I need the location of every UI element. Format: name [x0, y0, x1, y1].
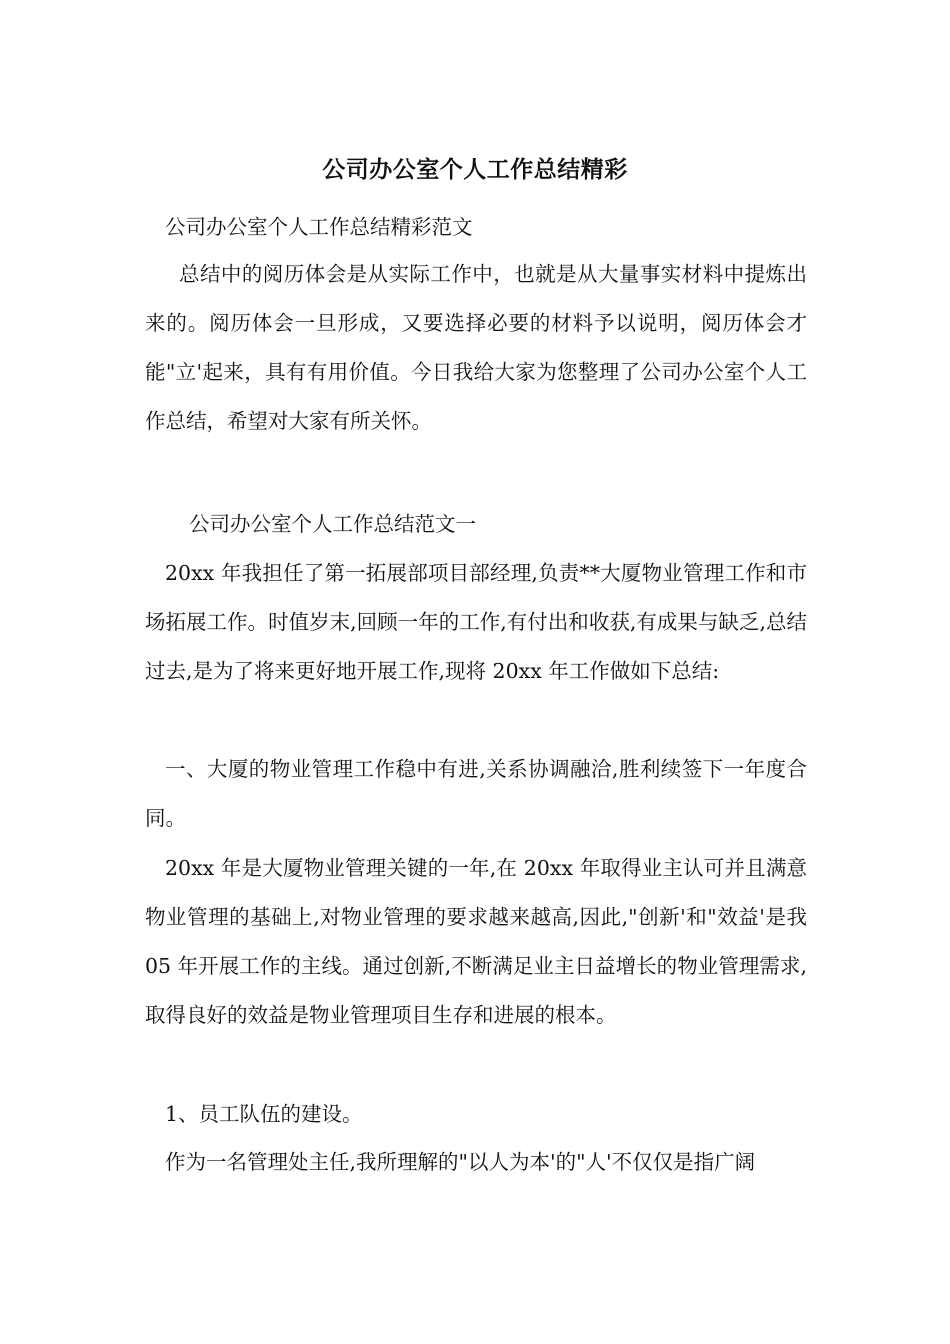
list-item-heading: 1、员工队伍的建设。	[165, 1102, 363, 1126]
intro-paragraph: 总结中的阅历体会是从实际工作中，也就是从大量事实材料中提炼出来的。阅历体会一旦形成，又要选择必要的材料予以说明，阅历体会才能"立'起来，具有有用价值。今日我给大家为您整理了公司办公室个人工作总结，希望对大家有所关怀。	[145, 262, 807, 433]
document-subtitle: 公司办公室个人工作总结精彩范文	[165, 215, 473, 239]
body-paragraph: 作为一名管理处主任,我所理解的"以人为本'的"人'不仅仅是指广阔	[165, 1150, 756, 1174]
section-heading: 公司办公室个人工作总结范文一	[189, 512, 476, 536]
body-paragraph: 20xx 年是大厦物业管理关键的一年,在 20xx 年取得业主认可并且满意物业管理的基础上,对物业管理的要求越来越高,因此,"创新'和"效益'是我 05 年开展工作的主线。通过创新,不断满足业主日益增长的物业管理需求,取得良好的效益是物业管理项目生存和进展的根本。	[145, 856, 807, 1027]
document-title: 公司办公室个人工作总结精彩	[322, 156, 628, 183]
body-paragraph: 20xx 年我担任了第一拓展部项目部经理,负责**大厦物业管理工作和市场拓展工作。时值岁末,回顾一年的工作,有付出和收获,有成果与缺乏,总结过去,是为了将来更好地开展工作,现将 20xx 年工作做如下总结:	[145, 561, 807, 683]
body-paragraph: 一、大厦的物业管理工作稳中有进,关系协调融洽,胜利续签下一年度合同。	[145, 757, 807, 830]
